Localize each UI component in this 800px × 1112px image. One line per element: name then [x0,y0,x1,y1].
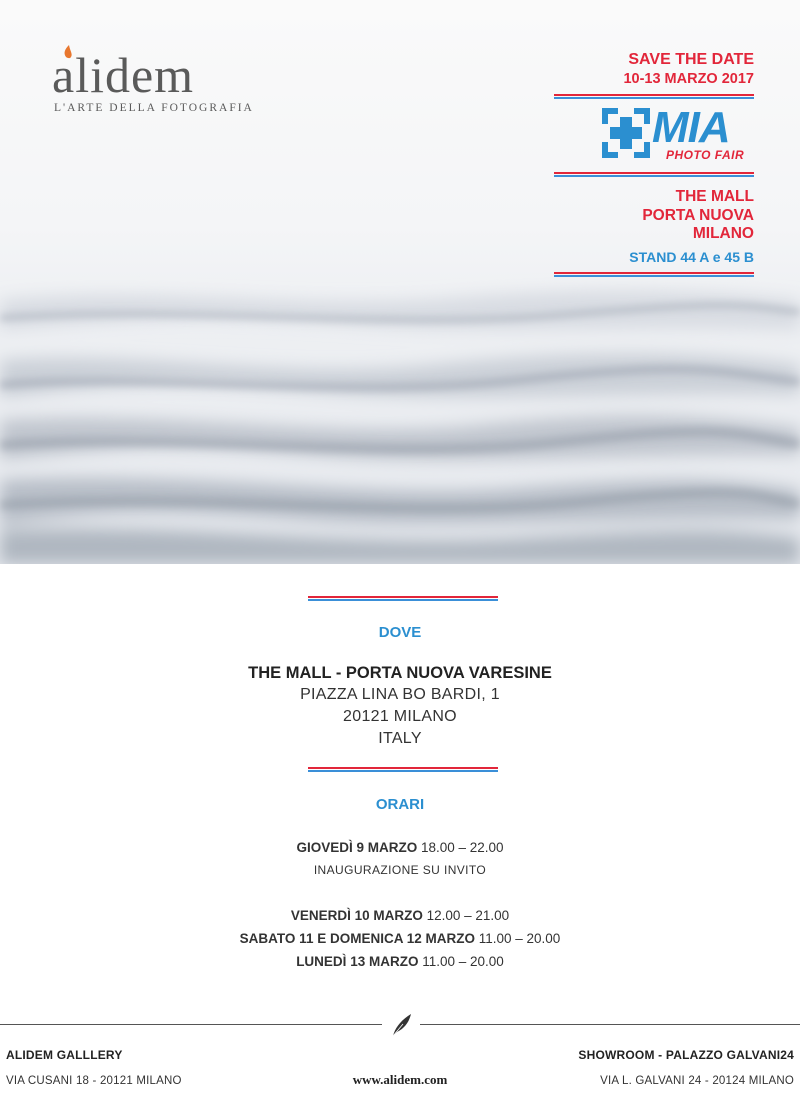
showroom-address-wrap [600,1073,794,1087]
venue-line: PORTA NUOVA [642,206,754,224]
hours-day: VENERDÌ 10 MARZO [290,908,423,923]
hours-time: 11.00 – 20.00 [478,931,561,946]
showroom-info [578,1048,794,1062]
venue-line: MILANO [692,225,754,242]
hours-day: LUNEDÌ 13 MARZO [296,954,419,969]
divider [554,272,754,278]
footer-rule [0,1024,382,1025]
cross-icon [602,108,650,158]
opening-hours [0,836,800,973]
gallery-address: VIA CUSANI 18 - 20121 MILANO [6,1075,182,1087]
hours-row [0,904,800,927]
divider [554,94,754,100]
save-the-date-title: SAVE THE DATE [628,51,754,68]
feather-icon [391,1012,413,1038]
hours-time: 11.00 – 20.00 [422,954,504,969]
venue-name: THE MALL - PORTA NUOVA VARESINE [248,664,552,682]
address-line: 20121 MILANO [343,708,457,725]
inauguration-note: INAUGURAZIONE SU INVITO [313,863,487,877]
gallery-info [6,1048,123,1062]
showroom-address: VIA L. GALVANI 24 - 20124 MILANO [600,1075,794,1087]
logo-wordmark: alidem [52,47,195,103]
stand-number: STAND 44 A e 45 B [629,248,754,265]
logo-tagline: L'ARTE DELLA FOTOGRAFIA [54,102,254,114]
address-line: ITALY [378,730,422,747]
hours-day: GIOVEDÌ 9 MARZO [296,840,418,855]
hours-row [0,836,800,859]
alidem-logo[interactable] [52,47,254,114]
mia-wordmark: MIA [652,103,730,152]
divider [308,767,498,773]
orari-title: ORARI [375,796,425,813]
showroom-title: SHOWROOM - PALAZZO GALVANI24 [578,1048,794,1062]
gallery-title: ALIDEM GALLLERY [6,1048,123,1062]
mia-photo-fair-logo[interactable] [602,104,750,164]
hours-row [0,927,800,950]
hours-time: 18.00 – 22.00 [420,840,504,855]
divider [308,596,498,602]
dove-title: DOVE [378,624,422,641]
address-block [0,662,800,750]
footer-rule [420,1024,800,1025]
hours-row [0,950,800,973]
venue-line: THE MALL [675,188,754,205]
save-the-date-block [554,50,754,278]
photo-fair-label: PHOTO FAIR [666,148,745,162]
hours-day: SABATO 11 E DOMENICA 12 MARZO [239,931,475,946]
divider [554,172,754,178]
hours-time: 12.00 – 21.00 [426,908,510,923]
website-link[interactable]: www.alidem.com [352,1072,448,1087]
fair-dates: 10-13 MARZO 2017 [623,71,754,87]
address-line: PIAZZA LINA BO BARDI, 1 [300,686,500,703]
